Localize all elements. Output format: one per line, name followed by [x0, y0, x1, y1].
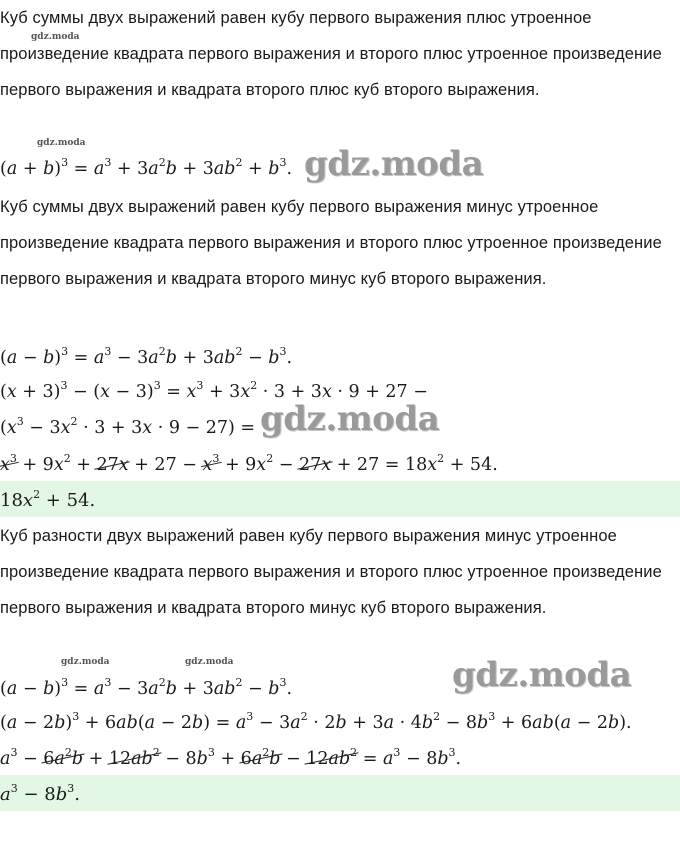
rule-paragraph-2: Куб суммы двух выражений равен кубу первого выражения минус утроенное произведение квадрата первого выражения и второго плюс утроенное произведение первого выражения и квадрата второго минус куб второго выражения.: [0, 198, 662, 288]
answer-highlight: [0, 481, 680, 517]
rule-paragraph-1: Куб суммы двух выражений равен кубу первого выражения плюс утроенное произведение квадрата первого выражения и второго плюс утроенное произведение первого выражения и квадрата второго плюс куб второго выражения.: [0, 9, 662, 99]
watermark-small: gdz.moda: [61, 657, 110, 667]
watermark-small: gdz.moda: [185, 657, 234, 667]
answer-1: $18x^2 + 54$.: [0, 488, 96, 511]
watermark-large: gdz.moda: [260, 399, 440, 439]
formula-cube-of-difference-2: $(a - b)^3 = a^3 - 3a^2b + 3ab^2 - b^3$.: [0, 676, 293, 699]
formula-simplification: $x^3 + 9x^2 + 27x + 27 - x^3 + 9x^2 - 27x + 27 = 18x^2 + 54$.: [0, 452, 498, 475]
answer-highlight-2: [0, 775, 680, 811]
formula-expansion-line-3: $(a - 2b)^3 + 6ab(a - 2b) = a^3 - 3a^2 \cdot 2b + 3a \cdot 4b^2 - 8b^3 + 6ab(a - 2b)$.: [0, 710, 632, 733]
formula-expansion-line-2: $(x^3 - 3x^2 \cdot 3 + 3x \cdot 9 - 27)$ =: [0, 415, 256, 438]
formula-simplification-2: $a^3 - 6a^2b + 12ab^2 - 8b^3 + 6a^2b - 12ab^2 = a^3 - 8b^3$.: [0, 746, 462, 769]
watermark-large: gdz.moda: [452, 655, 632, 695]
formula-cube-of-difference: $(a - b)^3 = a^3 - 3a^2b + 3ab^2 - b^3$.: [0, 345, 293, 368]
formula-cube-of-sum: $(a + b)^3 = a^3 + 3a^2b + 3ab^2 + b^3$.: [0, 156, 293, 179]
watermark-large: gdz.moda: [304, 144, 484, 184]
formula-expansion-line-1: $(x + 3)^3 - (x - 3)^3 = x^3 + 3x^2 \cdot 3 + 3x \cdot 9 + 27$ −: [0, 379, 428, 402]
rule-paragraph-3: Куб разности двух выражений равен кубу первого выражения минус утроенное произведение квадрата первого выражения и второго плюс утроенное произведение первого выражения и квадрата второго минус куб второго выражения.: [0, 527, 662, 617]
watermark-small: gdz.moda: [31, 32, 80, 42]
watermark-small: gdz.moda: [37, 138, 86, 148]
answer-2: $a^3 - 8b^3$.: [0, 782, 80, 805]
